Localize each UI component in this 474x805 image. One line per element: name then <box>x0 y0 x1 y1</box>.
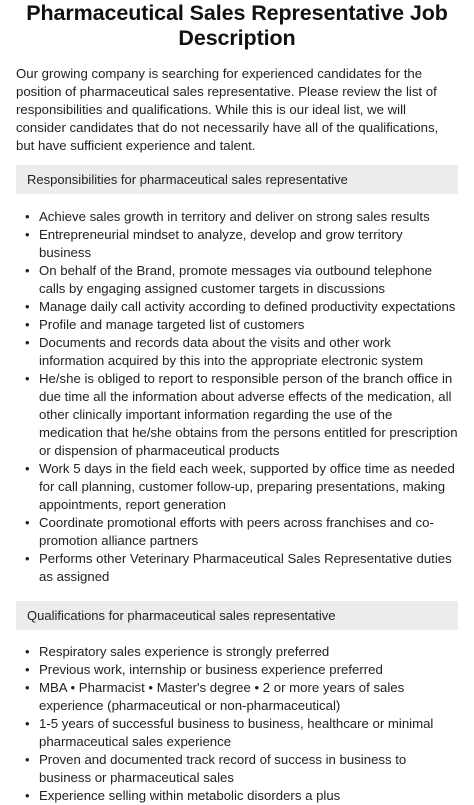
list-item <box>16 751 458 787</box>
list-item-text: He/she is obliged to report to responsible person of the branch office in due time all the information about adverse effects of the medication, all other clinically important information regarding the use of the medication that he/she obtains from the persons entitled for prescription or dispension of pharmaceutical products <box>39 371 458 458</box>
bullet-icon: • <box>25 461 30 476</box>
bullet-icon: • <box>25 335 30 350</box>
qualifications-section <box>16 601 458 805</box>
list-item-text: Respiratory sales experience is strongly preferred <box>39 644 330 659</box>
list-item <box>16 316 458 334</box>
bullet-icon: • <box>25 371 30 386</box>
list-item-text: On behalf of the Brand, promote messages via outbound telephone calls by engaging assigned customer targets in discussions <box>39 263 432 296</box>
responsibilities-section <box>16 165 458 586</box>
list-item <box>16 643 458 661</box>
page-title: Pharmaceutical Sales Representative Job Description <box>26 1 448 50</box>
intro-paragraph: Our growing company is searching for experienced candidates for the position of pharmaceutical sales representative. Please review the list of responsibilities and qualifications. While this is our ideal list, we will consider candidates that do not necessarily have all of the qualifications, but have sufficient experience and talent. <box>16 66 439 153</box>
responsibilities-list <box>16 208 458 586</box>
list-item <box>16 550 458 586</box>
list-item-text: Achieve sales growth in territory and deliver on strong sales results <box>39 209 430 224</box>
bullet-icon: • <box>25 788 30 803</box>
list-item-text: Coordinate promotional efforts with peers across franchises and co-promotion alliance partners <box>39 515 434 548</box>
qualifications-heading: Qualifications for pharmaceutical sales representative <box>16 601 458 630</box>
list-item <box>16 298 458 316</box>
bullet-icon: • <box>25 644 30 659</box>
bullet-icon: • <box>25 209 30 224</box>
bullet-icon: • <box>25 227 30 242</box>
list-item <box>16 514 458 550</box>
list-item-text: 1-5 years of successful business to business, healthcare or minimal pharmaceutical sales experience <box>39 716 434 749</box>
bullet-icon: • <box>25 752 30 767</box>
bullet-icon: • <box>25 716 30 731</box>
list-item-text: Entrepreneurial mindset to analyze, develop and grow territory business <box>39 227 403 260</box>
list-item <box>16 334 458 370</box>
list-item-text: Previous work, internship or business experience preferred <box>39 662 383 677</box>
bullet-icon: • <box>25 680 30 695</box>
bullet-icon: • <box>25 317 30 332</box>
list-item-text: Work 5 days in the field each week, supported by office time as needed for call planning, customer follow-up, preparing presentations, making appointments, report generation <box>39 461 455 512</box>
list-item <box>16 787 458 805</box>
list-item-text: Proven and documented track record of success in business to business or pharmaceutical sales <box>39 752 407 785</box>
bullet-icon: • <box>25 515 30 530</box>
list-item-text: MBA • Pharmacist • Master's degree • 2 or more years of sales experience (pharmaceutical or non-pharmaceutical) <box>39 680 405 713</box>
list-item <box>16 208 458 226</box>
list-item-text: Experience selling within metabolic disorders a plus <box>39 788 341 803</box>
list-item-text: Profile and manage targeted list of customers <box>39 317 305 332</box>
list-item-text: Documents and records data about the visits and other work information acquired by this into the appropriate electronic system <box>39 335 424 368</box>
bullet-icon: • <box>25 263 30 278</box>
bullet-icon: • <box>25 299 30 314</box>
bullet-icon: • <box>25 662 30 677</box>
list-item <box>16 460 458 514</box>
qualifications-list <box>16 643 458 805</box>
list-item <box>16 262 458 298</box>
list-item-text: Manage daily call activity according to defined productivity expectations <box>39 299 456 314</box>
list-item <box>16 226 458 262</box>
list-item-text: Performs other Veterinary Pharmaceutical Sales Representative duties as assigned <box>39 551 452 584</box>
list-item <box>16 679 458 715</box>
list-item <box>16 715 458 751</box>
list-item <box>16 661 458 679</box>
responsibilities-heading: Responsibilities for pharmaceutical sales representative <box>16 165 458 194</box>
list-item <box>16 370 458 460</box>
bullet-icon: • <box>25 551 30 566</box>
